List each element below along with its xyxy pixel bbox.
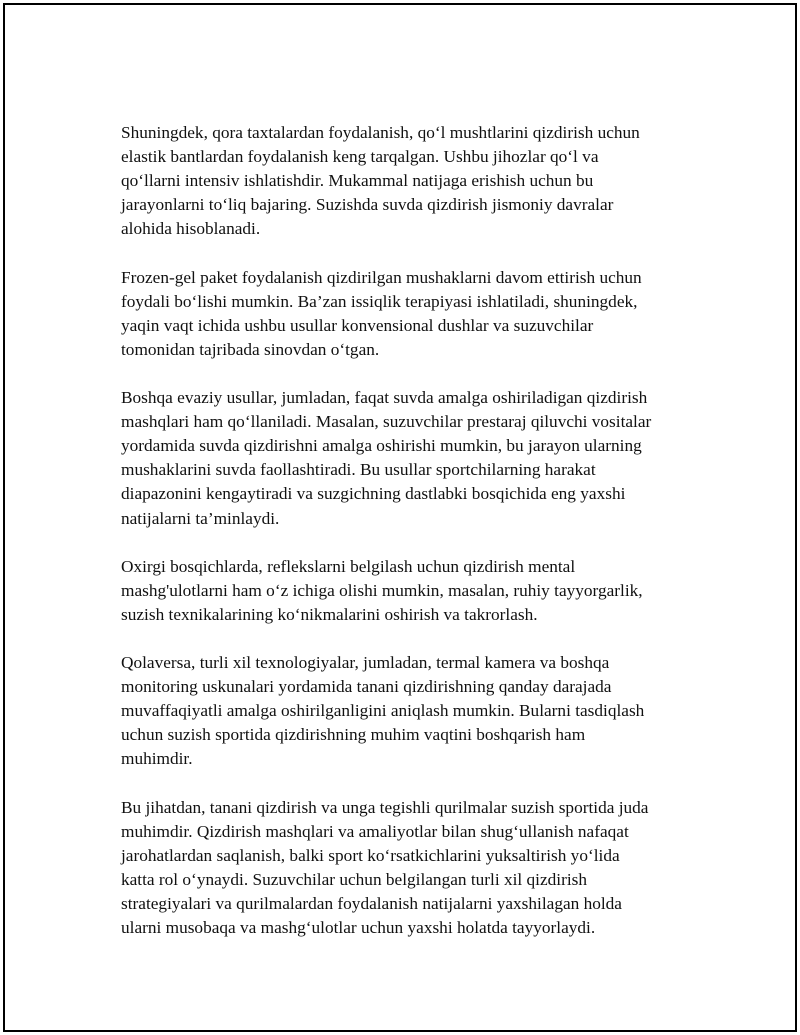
paragraph-4: Oxirgi bosqichlarda, reflekslarni belgilash uchun qizdirish mental mashg'ulotlarni ham o‘z ichiga olishi mumkin, masalan, ruhiy tayyorgarlik, suzish texnikalarining ko‘nikmalarini oshirish va takrorlash. (121, 556, 643, 624)
page-frame (3, 3, 797, 1032)
document-body (121, 121, 701, 964)
paragraph-1: Shuningdek, qora taxtalardan foydalanish, qo‘l mushtlarini qizdirish uchun elastik bantlardan foydalanish keng tarqalgan. Ushbu jihozlar qo‘l va qo‘llarni intensiv ishlatishdir. Mukammal natijaga erishish uchun bu jarayonlarni to‘liq bajaring. Suzishda suvda qizdirish jismoniy davralar alohida hisoblanadi. (121, 123, 640, 239)
paragraph-6: Bu jihatdan, tanani qizdirish va unga tegishli qurilmalar suzish sportida juda muhimdir. Qizdirish mashqlari va amaliyotlar bilan shug‘ullanish nafaqat jarohatlardan saqlanish, balki sport ko‘rsatkichlarini yuksaltirish yo‘lida katta rol o‘ynaydi. Suzuvchilar uchun belgilangan turli xil qizdirish strategiyalari va qurilmalardan foydalanish natijalarni yaxshilagan holda ularni musobaqa va mashg‘ulotlar uchun yaxshi holatda tayyorlaydi. (121, 797, 649, 938)
paragraph-3: Boshqa evaziy usullar, jumladan, faqat suvda amalga oshiriladigan qizdirish mashqlari ham qo‘llaniladi. Masalan, suzuvchilar prestaraj qiluvchi vositalar yordamida suvda qizdirishni amalga oshirishi mumkin, bu jarayon ularning mushaklarini suvda faollashtiradi. Bu usullar sportchilarning harakat diapazonini kengaytiradi va suzgichning dastlabki bosqichida eng yaxshi natijalarni ta’minlaydi. (121, 388, 652, 528)
paragraph-2: Frozen-gel paket foydalanish qizdirilgan mushaklarni davom ettirish uchun foydali bo‘lishi mumkin. Ba’zan issiqlik terapiyasi ishlatiladi, shuningdek, yaqin vaqt ichida ushbu usullar konvensional dushlar va suzuvchilar tomonidan tajribada sinovdan o‘tgan. (121, 267, 642, 359)
paragraph-5: Qolaversa, turli xil texnologiyalar, jumladan, termal kamera va boshqa monitoring uskunalari yordamida tanani qizdirishning qanday darajada muvaffaqiyatli amalga oshirilganligini aniqlash mumkin. Bularni tasdiqlash uchun suzish sportida qizdirishning muhim vaqtini boshqarish ham muhimdir. (121, 653, 645, 769)
